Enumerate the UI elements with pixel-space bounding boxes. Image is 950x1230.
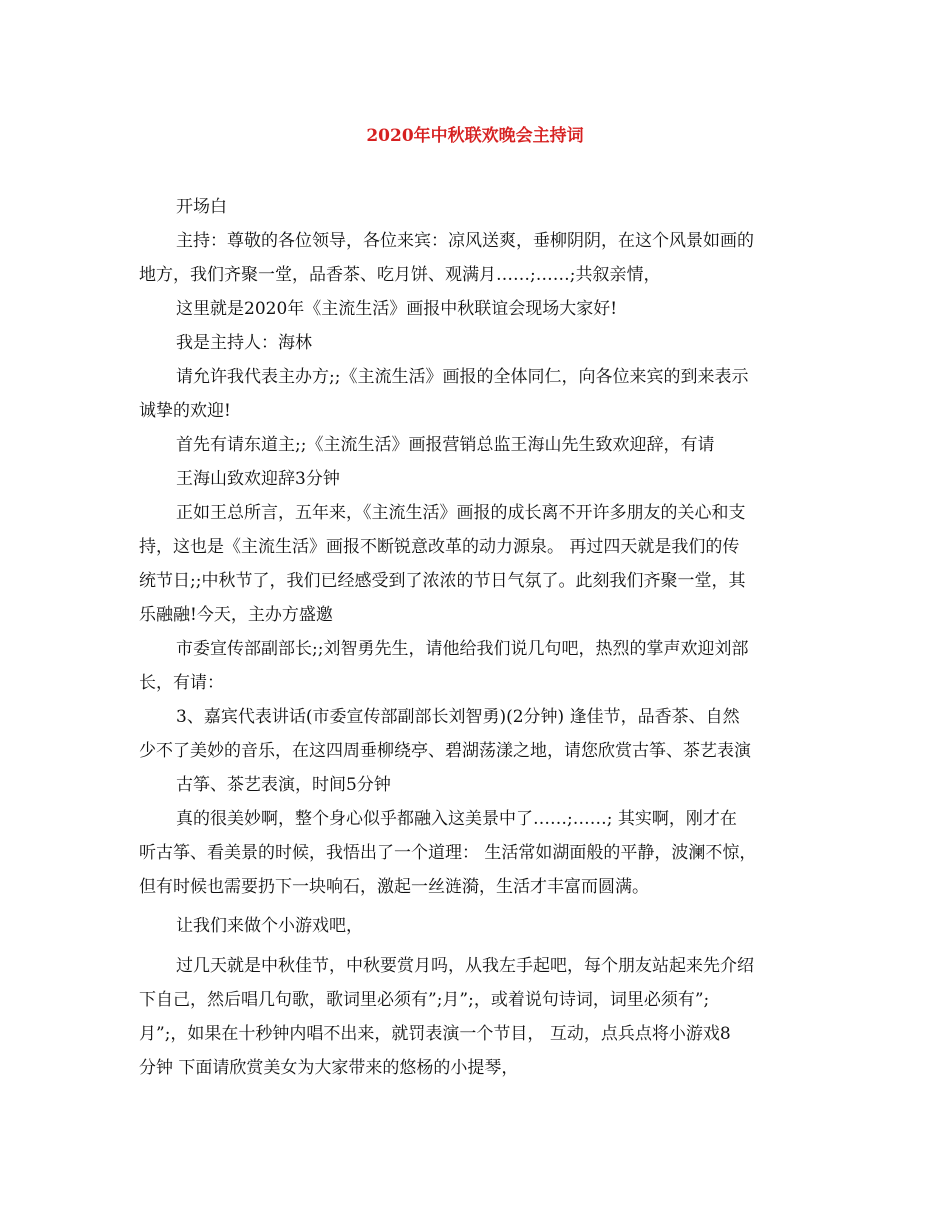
- paragraph-line: 3、嘉宾代表讲话(市委宣传部副部长刘智勇)(2分钟) 逢佳节，品香茶、自然: [176, 707, 740, 727]
- paragraph-line: 古筝、茶艺表演，时间5分钟: [176, 775, 391, 795]
- paragraph-line: 长，有请：: [139, 673, 224, 693]
- paragraph-line: 市委宣传部副部长;;刘智勇先生，请他给我们说几句吧，热烈的掌声欢迎刘部: [176, 639, 749, 659]
- paragraph-line: 持，这也是《主流生活》画报不断锐意改革的动力源泉。 再过四天就是我们的传: [139, 537, 740, 557]
- paragraph-line: 统节日;;中秋节了，我们已经感受到了浓浓的节日气氛了。此刻我们齐聚一堂，其: [139, 571, 746, 591]
- paragraph-line: 王海山致欢迎辞3分钟: [176, 469, 340, 489]
- paragraph-line: 听古筝、看美景的时候，我悟出了一个道理： 生活常如湖面般的平静，波澜不惊，: [139, 843, 757, 863]
- paragraph-line: 我是主持人：海林: [176, 333, 312, 353]
- paragraph-line: 少不了美妙的音乐，在这四周垂柳绕亭、碧湖荡漾之地，请您欣赏古筝、茶艺表演: [139, 741, 751, 761]
- paragraph-line: 乐融融!今天，主办方盛邀: [139, 605, 333, 625]
- paragraph-line: 月”;，如果在十秒钟内唱不出来，就罚表演一个节目， 互动，点兵点将小游戏8: [139, 1024, 731, 1044]
- paragraph-line: 过几天就是中秋佳节，中秋要赏月吗，从我左手起吧，每个朋友站起来先介绍: [176, 956, 754, 976]
- paragraph-line: 下自己，然后唱几句歌，歌词里必须有”;月”;，或着说句诗词，词里必须有”;: [139, 990, 710, 1010]
- paragraph-line: 诚挚的欢迎!: [139, 401, 231, 421]
- paragraph-line: 分钟 下面请欣赏美女为大家带来的悠杨的小提琴，: [139, 1058, 519, 1078]
- paragraph-line: 真的很美妙啊，整个身心似乎都融入这美景中了……;……; 其实啊，刚才在: [176, 809, 737, 829]
- paragraph-line: 正如王总所言，五年来，《主流生活》画报的成长离不开许多朋友的关心和支: [176, 503, 746, 523]
- paragraph-line: 请允许我代表主办方;;《主流生活》画报的全体同仁，向各位来宾的到来表示: [176, 367, 749, 387]
- paragraph-line: 这里就是2020年《主流生活》画报中秋联谊会现场大家好!: [176, 299, 618, 319]
- paragraph-line: 主持：尊敬的各位领导，各位来宾：凉风送爽，垂柳阴阴，在这个风景如画的: [176, 231, 754, 251]
- paragraph-line: 地方，我们齐聚一堂，品香茶、吃月饼、观满月……;……;共叙亲情，: [139, 265, 661, 285]
- paragraph-line: 但有时候也需要扔下一块响石，激起一丝涟漪，生活才丰富而圆满。: [139, 877, 649, 897]
- paragraph-line: 首先有请东道主;;《主流生活》画报营销总监王海山先生致欢迎辞，有请: [176, 435, 715, 455]
- document-title: 2020年中秋联欢晚会主持词: [366, 126, 584, 146]
- paragraph-line: 让我们来做个小游戏吧，: [176, 916, 363, 936]
- paragraph-line: 开场白: [176, 197, 227, 217]
